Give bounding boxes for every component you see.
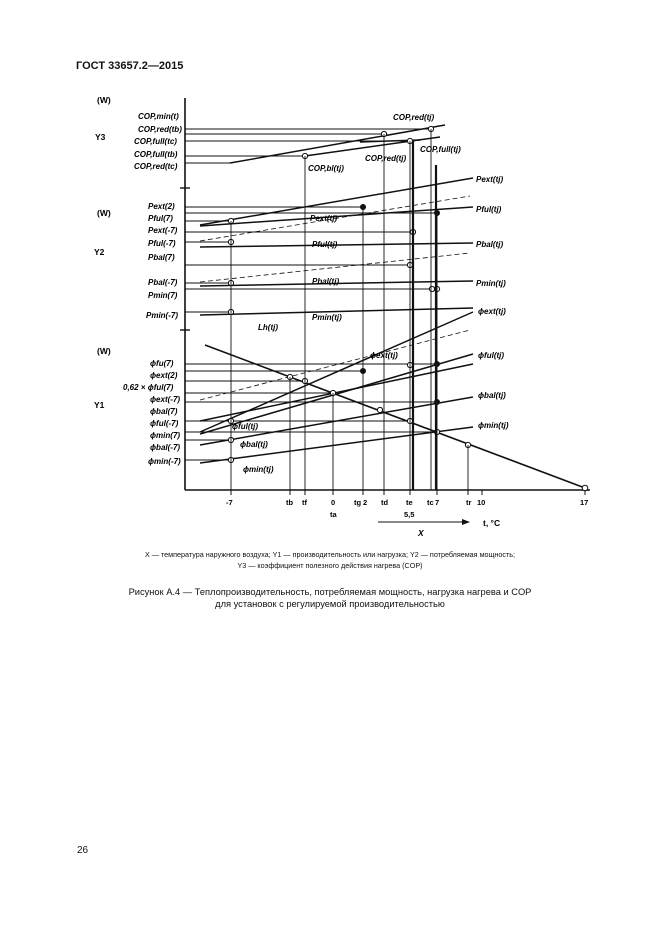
y3-annotation-1: COP,red(tj) bbox=[393, 113, 435, 122]
y2-unit: (W) bbox=[97, 208, 111, 218]
x-tick-10: 7 bbox=[435, 498, 440, 507]
figure-legend bbox=[40, 549, 620, 571]
y1-annotation-4: ϕmin(tj) bbox=[478, 421, 509, 430]
load-label: Lh(tj) bbox=[258, 323, 278, 332]
y2-right-4: Pmin(tj) bbox=[476, 279, 506, 288]
y2-annotation-1: Pext(tj) bbox=[310, 214, 338, 223]
caption-line-1: Рисунок А.4 — Теплопроизводительность, потребляемая мощность, нагрузка нагрева и COP bbox=[128, 587, 532, 597]
y1-label-1: ϕfu(7) bbox=[150, 359, 174, 368]
y1-label-4: ϕext(-7) bbox=[150, 395, 181, 404]
x-tick-2: tb bbox=[286, 498, 294, 507]
y3-annotation-2: COP,full(tj) bbox=[420, 145, 461, 154]
y1-label-3: 0,62 × ϕful(7) bbox=[123, 383, 174, 392]
y1-annotation-1: ϕext(tj) bbox=[370, 351, 398, 360]
x-extra-2: 5,5 bbox=[404, 510, 415, 519]
y1-label-6: ϕful(-7) bbox=[150, 419, 179, 428]
y3-label-2: COP,red(tb) bbox=[138, 125, 182, 134]
y2-right-1: Pext(tj) bbox=[476, 175, 504, 184]
y2-label-5: Pbal(7) bbox=[148, 253, 175, 262]
y1-label-7: ϕmin(7) bbox=[150, 431, 181, 440]
y3-unit: (W) bbox=[97, 95, 111, 105]
y1-annotation-3: ϕbal(tj) bbox=[478, 391, 506, 400]
y2-annotation-3: Pbal(tj) bbox=[312, 277, 340, 286]
caption-line-2: для установок с регулируемой производительностью bbox=[215, 599, 445, 609]
x-arrow-head bbox=[462, 519, 470, 525]
y2-right-3: Pbal(tj) bbox=[476, 240, 504, 249]
y3-annotation-3: COP,bl(tj) bbox=[308, 164, 344, 173]
legend-line-1: X — температура наружного воздуха; Y1 — производительность или нагрузка; Y2 — потребляемая мощность; bbox=[144, 550, 516, 559]
y3-annotation-4: COP,red(tj) bbox=[365, 154, 407, 163]
y1-label-8: ϕbal(-7) bbox=[150, 443, 181, 452]
y2-annotation-2: Pful(tj) bbox=[312, 240, 338, 249]
y1-label: Y1 bbox=[94, 400, 105, 410]
x-tick-3: tf bbox=[302, 498, 307, 507]
x-tick-5: tg bbox=[354, 498, 362, 507]
y2-label-6: Pbal(-7) bbox=[148, 278, 178, 287]
y1-label-9: ϕmin(-7) bbox=[148, 457, 181, 466]
y3-label-3: COP,full(tc) bbox=[134, 137, 177, 146]
y1-right-4: ϕmin(tj) bbox=[243, 465, 274, 474]
y2-label-2: Pful(7) bbox=[148, 214, 173, 223]
y3-label-1: COP,min(t) bbox=[138, 112, 179, 121]
x-tick-11: tr bbox=[466, 498, 472, 507]
x-tick-7: td bbox=[381, 498, 389, 507]
x-tick-6: 2 bbox=[363, 498, 368, 507]
y1-right-3: ϕbal(tj) bbox=[240, 440, 268, 449]
y1-label-5: ϕbal(7) bbox=[150, 407, 178, 416]
y1-annotation-2: ϕful(tj) bbox=[478, 351, 505, 360]
y2-right-2: Pful(tj) bbox=[476, 205, 502, 214]
y2-label-7: Pmin(7) bbox=[148, 291, 178, 300]
x-tick-13: 17 bbox=[580, 498, 589, 507]
y2-annotation-4: Pmin(tj) bbox=[312, 313, 342, 322]
x-tick-9: tc bbox=[427, 498, 434, 507]
y3-label: Y3 bbox=[95, 132, 106, 142]
x-tick-8: te bbox=[406, 498, 413, 507]
y2-label-4: Pful(-7) bbox=[148, 239, 176, 248]
y1-right-1: ϕext(tj) bbox=[478, 307, 506, 316]
page-number: 26 bbox=[77, 845, 89, 856]
y2-label: Y2 bbox=[94, 247, 105, 257]
y1-label-2: ϕext(2) bbox=[150, 371, 178, 380]
figure-caption bbox=[40, 586, 620, 610]
x-extra-1: ta bbox=[330, 510, 337, 519]
y2-label-8: Pmin(-7) bbox=[146, 311, 178, 320]
y1-unit: (W) bbox=[97, 346, 111, 356]
x-axis-label: X bbox=[418, 528, 424, 538]
legend-line-2: Y3 — коэффициент полезного действия нагрева (COP) bbox=[237, 561, 423, 570]
x-tick-4: 0 bbox=[331, 498, 336, 507]
y2-label-3: Pext(-7) bbox=[148, 226, 178, 235]
y2-label-1: Pext(2) bbox=[148, 202, 175, 211]
y3-label-4: COP,full(tb) bbox=[134, 150, 178, 159]
x-tick-1: -7 bbox=[226, 498, 233, 507]
x-tick-12: 10 bbox=[477, 498, 486, 507]
x-unit-label: t, °C bbox=[483, 518, 501, 528]
document-header: ГОСТ 33657.2—2015 bbox=[76, 60, 184, 72]
y1-right-2: ϕful(tj) bbox=[232, 422, 259, 431]
y3-label-5: COP,red(tc) bbox=[134, 162, 178, 171]
